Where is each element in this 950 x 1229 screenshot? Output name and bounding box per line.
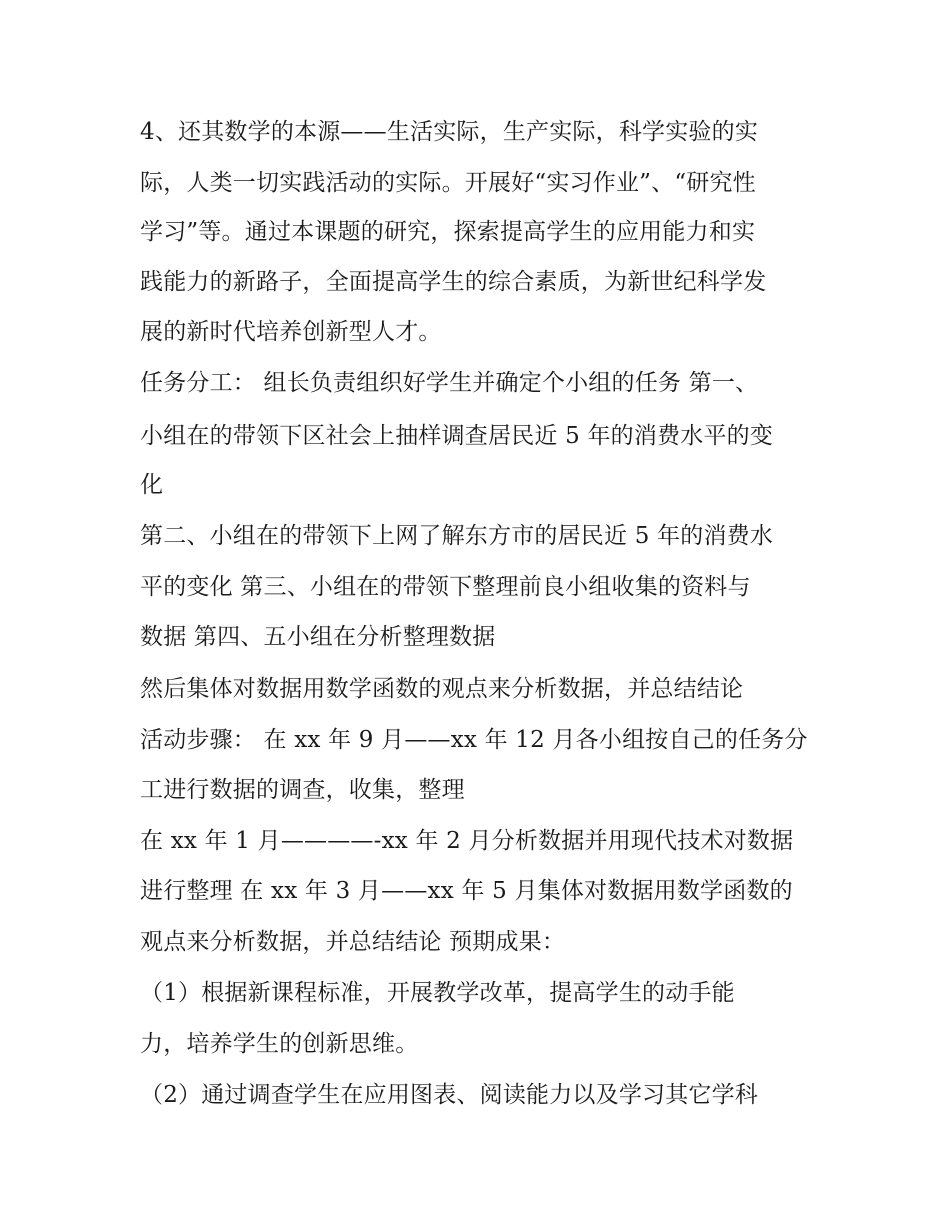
text-line: 第二、小组在的带领下上网了解东方市的居民近 5 年的消费水: [140, 523, 774, 549]
text-line: 平的变化 第三、小组在的带领下整理前良小组收集的资料与: [140, 574, 751, 600]
text-line: （2）通过调查学生在应用图表、阅读能力以及学习其它学科: [140, 1082, 759, 1108]
text-line: 践能力的新路子，全面提高学生的综合素质，为新世纪科学发: [140, 269, 767, 295]
text-line: 进行整理 在 xx 年 3 月——xx 年 5 月集体对数据用数学函数的: [140, 878, 793, 904]
text-line: 数据 第四、五小组在分析整理数据: [140, 624, 496, 650]
text-line: 际，人类一切实践活动的实际。开展好“实习作业”、“研究性: [140, 170, 756, 196]
text-line: 活动步骤： 在 xx 年 9 月——xx 年 12 月各小组按自己的任务分: [140, 727, 808, 753]
text-line: 小组在的带领下区社会上抽样调查居民近 5 年的消费水平的变: [140, 423, 774, 449]
text-line: 在 xx 年 1 月————-xx 年 2 月分析数据并用现代技术对数据: [140, 828, 794, 854]
text-line: （1）根据新课程标准，开展教学改革，提高学生的动手能: [140, 980, 735, 1006]
text-line: 观点来分析数据，并总结结论 预期成果：: [140, 929, 566, 955]
text-line: 4、还其数学的本源——生活实际，生产实际，科学实验的实: [140, 119, 759, 145]
text-line: 工进行数据的调查，收集，整理: [140, 777, 465, 803]
text-line: 展的新时代培养创新型人才。: [140, 319, 442, 345]
text-line: 学习”等。通过本课题的研究，探索提高学生的应用能力和实: [140, 219, 756, 245]
text-line: 力，培养学生的创新思维。: [140, 1031, 419, 1057]
text-line: 然后集体对数据用数学函数的观点来分析数据，并总结结论: [140, 676, 744, 702]
text-line: 任务分工： 组长负责组织好学生并确定个小组的任务 第一、: [140, 370, 759, 396]
text-line: 化: [140, 472, 164, 498]
